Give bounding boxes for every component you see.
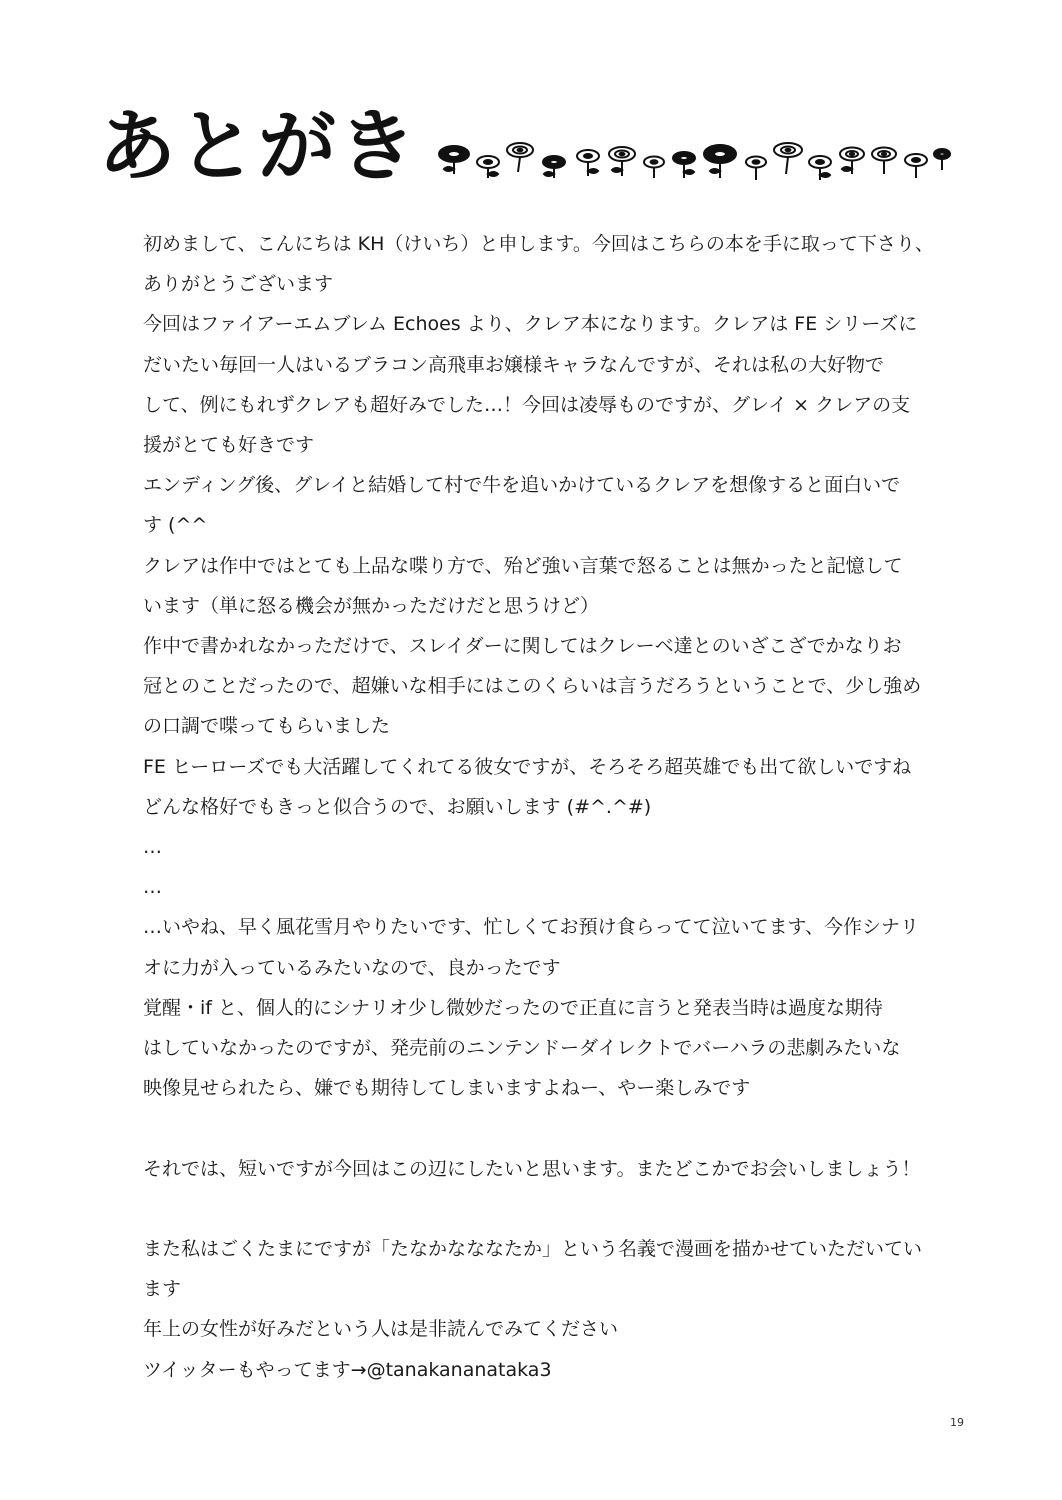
text-line: だいたい毎回一人はいるブラコン高飛車お嬢様キャラなんですが、それは私の大好物で — [143, 353, 885, 376]
flower-icon — [872, 148, 896, 175]
text-line: す (^^ — [143, 514, 208, 537]
text-line: エンディング後、グレイと結婚して村で牛を追いかけているクレアを想像すると面白いで — [143, 474, 901, 497]
text-line: 映像見せられたら、嫌でも期待してしまいますよねー、やー楽しみです — [143, 1077, 751, 1100]
text-line: 冠とのことだったので、超嫌いな相手にはこのくらいは言うだろうということで、少し強め — [143, 675, 922, 698]
text-line: ありがとうございます — [143, 273, 334, 296]
text-line: それでは、短いですが今回はこの辺にしたいと思います。またどこかでお会いしましょう！ — [143, 1157, 921, 1180]
text-line: 今回はファイアーエムブレム Echoes より、クレア本になります。クレアは FE シリーズに — [143, 313, 918, 336]
flower-icon — [644, 157, 664, 179]
flower-icon — [507, 143, 533, 172]
flower-icon — [477, 156, 499, 178]
text-line: また私はごくたまにですが「たなかなななたか」という名義で漫画を描かせていただいてい — [143, 1238, 923, 1261]
flower-icon — [746, 157, 766, 181]
text-line: FE ヒーローズでも大活躍してくれてる彼女ですが、そろそろ超英雄でも出て欲しいですね — [143, 755, 912, 778]
text-line: どんな格好でもきっと似合うので、お願いします (#^.^#) — [143, 795, 652, 818]
flower-icon — [577, 150, 599, 176]
page-number: 19 — [950, 1416, 964, 1429]
flower-icon — [774, 143, 802, 174]
text-line: 年上の女性が好みだという人は是非読んでみてください — [143, 1318, 619, 1341]
text-line: ます — [143, 1278, 182, 1301]
text-line: … — [143, 836, 162, 859]
blank-line — [143, 1189, 933, 1229]
flower-icon — [609, 147, 635, 176]
text-line: 初めまして、こんにちは KH（けいち）と申します。今回はこちらの本を手に取って下さり、 — [143, 233, 934, 255]
flower-icon — [673, 152, 695, 178]
text-line: 作中で書かれなかっただけで、スレイダーに関してはクレーベ達とのいざこざでかなりお — [143, 635, 902, 658]
text-line: います（単に怒る機会が無かっただけだと思うけど） — [143, 594, 600, 617]
text-line: … — [143, 876, 162, 899]
flower-icon — [934, 149, 950, 170]
flower-icon — [809, 156, 831, 180]
flower-icon — [543, 156, 565, 178]
text-line: はしていなかったのですが、発売前のニンテンドーダイレクトでバーハラの悲劇みたいな — [143, 1037, 901, 1060]
text-line: クレアは作中ではとても上品な喋り方で、殆ど強い言葉で怒ることは無かったと記憶して — [143, 554, 903, 577]
text-line: の口調で喋ってもらいました — [143, 715, 391, 738]
text-line: …いやね、早く風花雪月やりたいです、忙しくてお預け食らってて泣いてます、今作シナリ — [143, 916, 919, 939]
flower-icon — [439, 146, 469, 174]
blank-line — [143, 1108, 933, 1148]
text-line: して、例にもれずクレアも超好みでした…！今回は凌辱ものですが、グレイ × クレアの支 — [143, 393, 911, 416]
flower-border-decoration — [432, 138, 952, 188]
text-line: ツイッターもやってます→@tanakananataka3 — [143, 1358, 552, 1381]
afterword-body — [143, 224, 933, 1390]
page-title: あとがき — [98, 102, 419, 192]
flower-icon — [704, 145, 736, 178]
text-line: 覚醒・if と、個人的にシナリオ少し微妙だったので正直に言うと発表当時は過度な期待 — [143, 996, 883, 1019]
text-line: オに力が入っているみたいなので、良かったです — [143, 956, 561, 979]
flower-icon — [905, 154, 927, 178]
flower-icon — [840, 148, 864, 175]
text-line: 援がとても好きです — [143, 434, 315, 457]
